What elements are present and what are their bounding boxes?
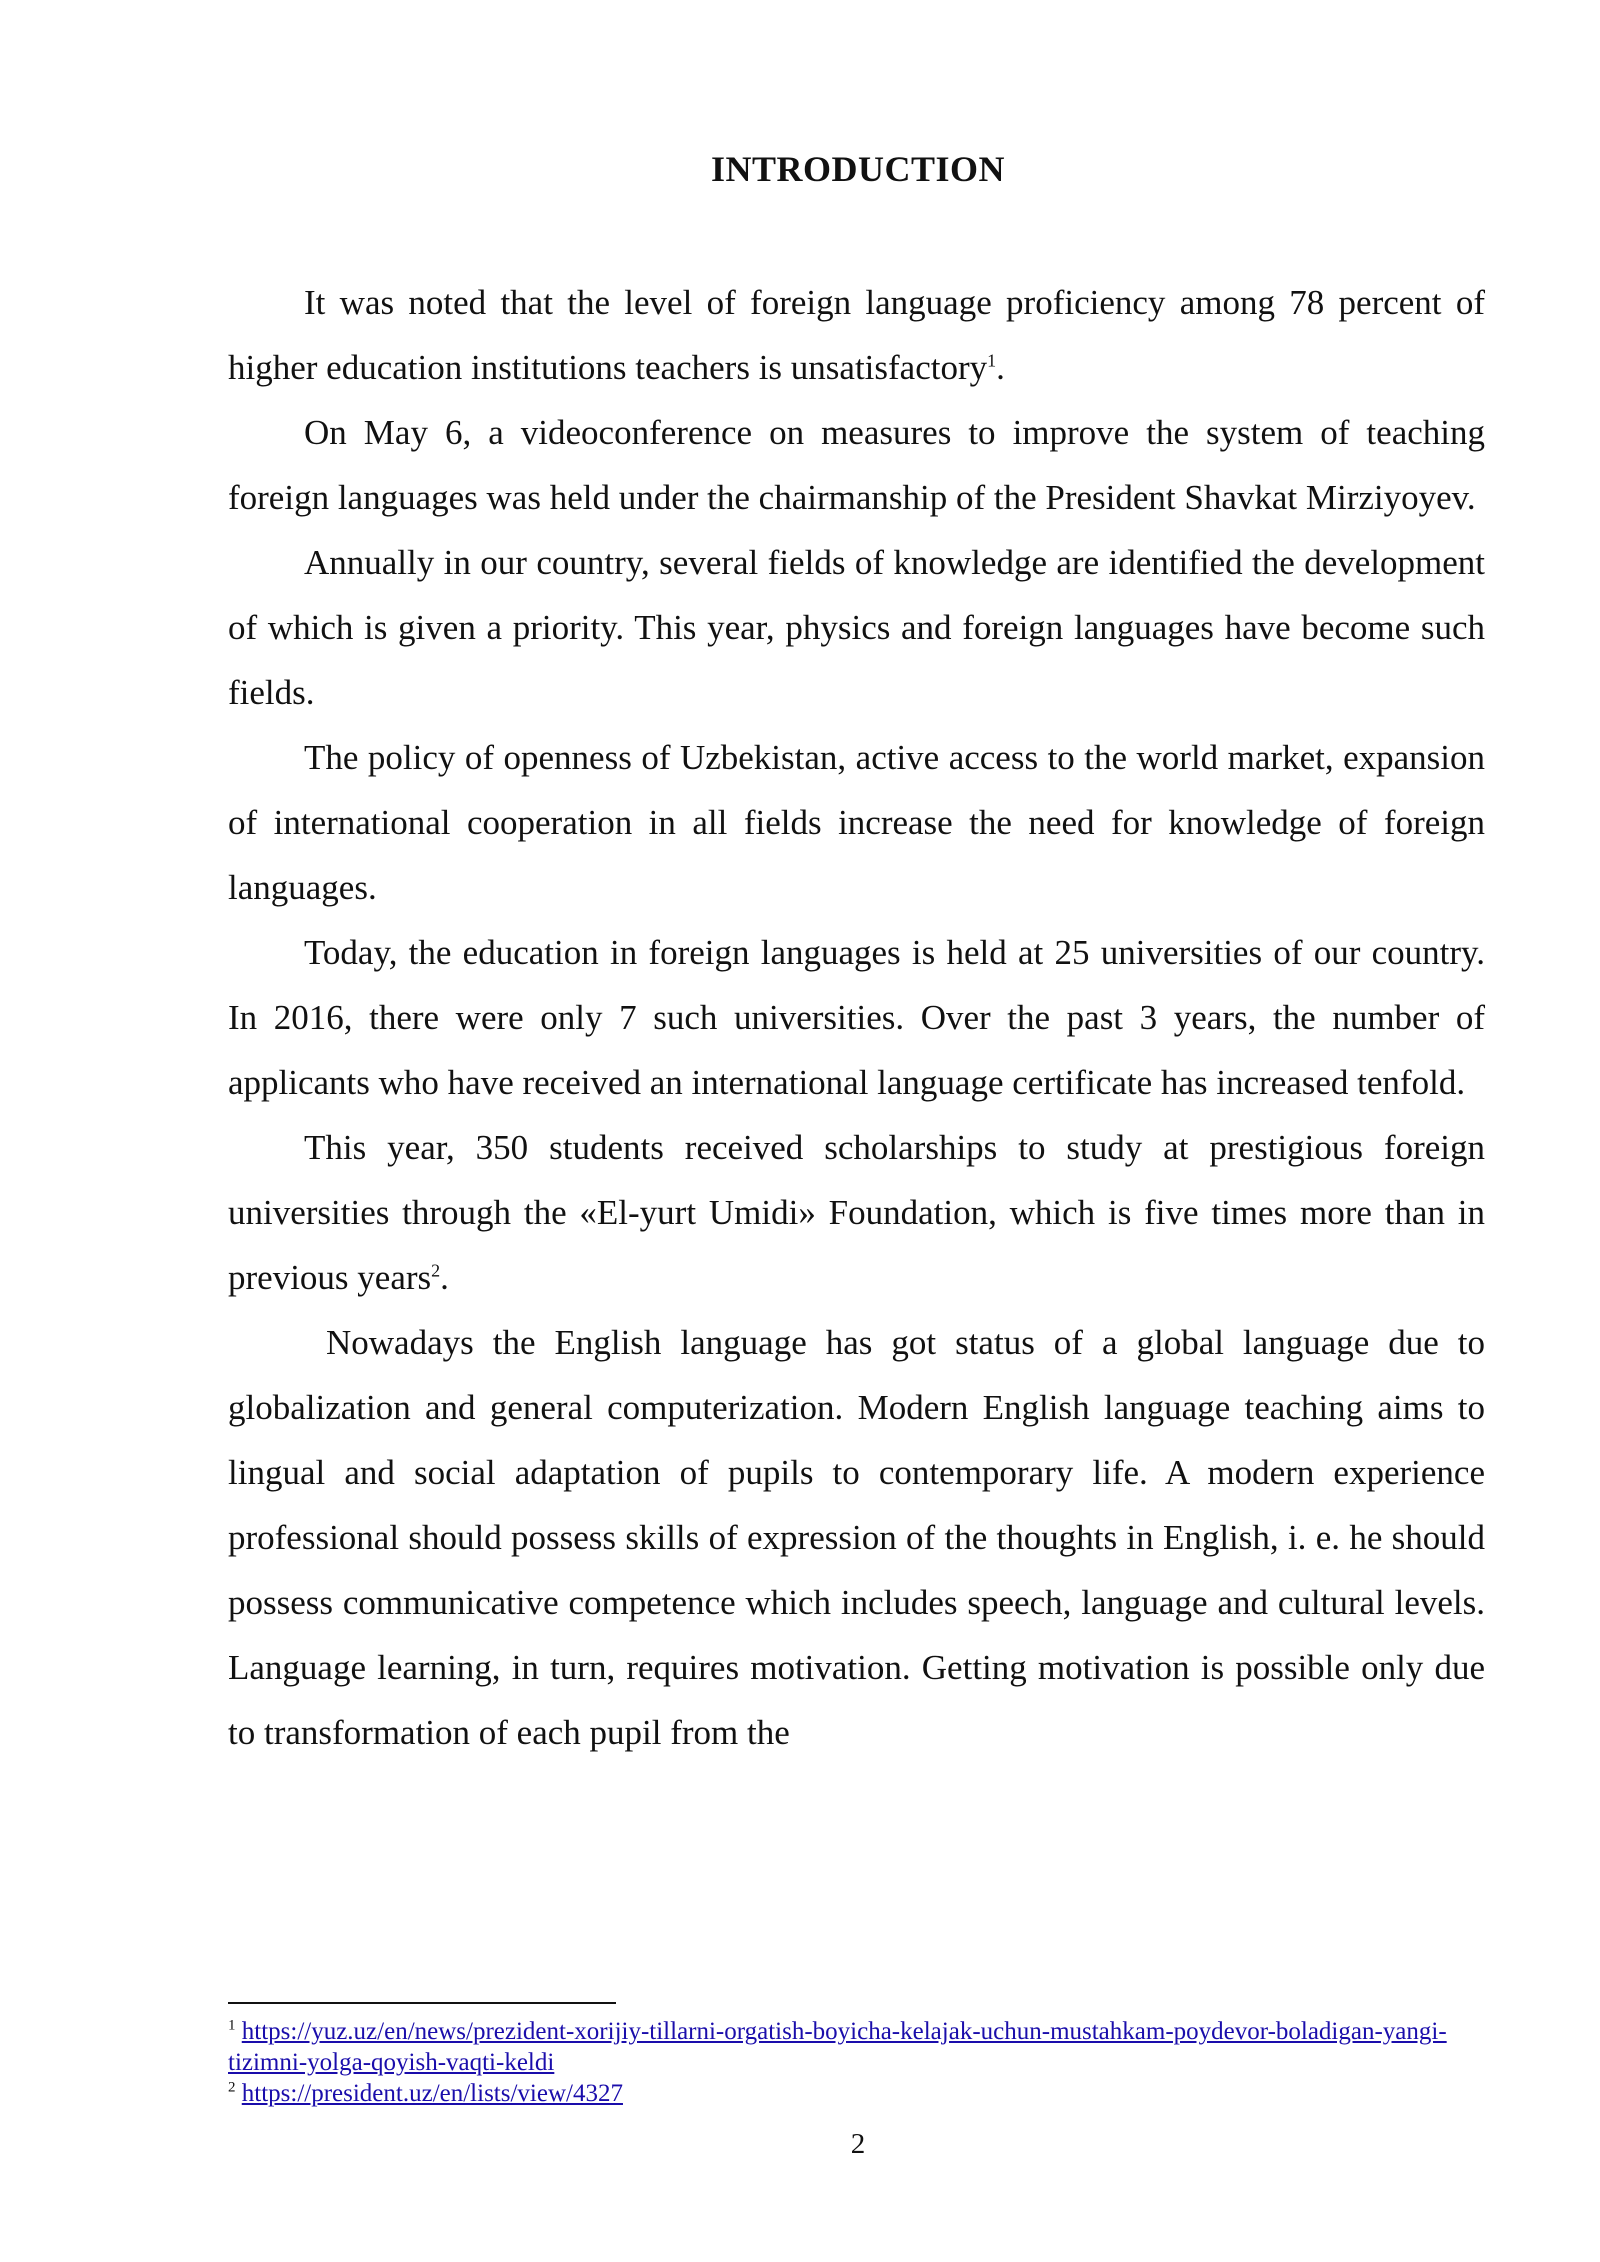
paragraph [228,725,1485,920]
paragraph-text: Nowadays the English language has got status of a global language due to globalization and general computerization. Modern English language teaching aims to lingual and social adaptation of pupils to contemporary life. A modern experience professional should possess skills of expression of the thoughts in English, i. e. he should possess communicative competence which includes speech, language and cultural levels. Language learning, in turn, requires motivation. Getting motivation is possible only due to transformation of each pupil from the [228,1323,1485,1752]
paragraph-text: It was noted that the level of foreign language proficiency among 78 percent of higher education institutions teachers is unsatisfactory [228,283,1485,387]
paragraph [228,1310,1485,1765]
paragraph [228,530,1485,725]
paragraph-text: . [996,348,1005,387]
body-text [228,270,1485,1765]
page-title: INTRODUCTION [710,149,1006,189]
paragraph-text: . [440,1258,449,1297]
paragraph [228,270,1485,400]
paragraph-text: The policy of openness of Uzbekistan, active access to the world market, expansion of international cooperation in all fields increase the need for knowledge of foreign languages. [228,738,1485,907]
footnote-ref: 1 [987,350,997,371]
footnote-link[interactable]: https://president.uz/en/lists/view/4327 [241,2080,623,2107]
paragraph [228,1115,1485,1310]
footnote-number: 2 [228,2079,236,2096]
paragraph-text: Today, the education in foreign languages is held at 25 universities of our country. In 2016, there were only 7 such universities. Over the past 3 years, the number of applicants who have received an international language certificate has increased tenfold. [228,933,1485,1102]
paragraph-text: This year, 350 students received scholarships to study at prestigious foreign universities through the «El-yurt Umidi» Foundation, which is five times more than in previous years [228,1128,1485,1297]
footnote [228,2078,1485,2109]
footnote [228,2016,1485,2078]
page-number: 2 [850,2128,866,2160]
footnote-separator [228,2002,616,2004]
footnote-number: 1 [228,2017,236,2034]
footnote-link[interactable]: https://yuz.uz/en/news/prezident-xorijiy-tillarni-orgatish-boyicha-kelajak-uchun-mustahkam-poydevor-boladigan-yangi-tizimni-yolga-qoyish-vaqti-keldi [228,2018,1447,2076]
paragraph-text: On May 6, a videoconference on measures to improve the system of teaching foreign languages was held under the chairmanship of the President Shavkat Mirziyoyev. [228,413,1485,517]
paragraph [228,400,1485,530]
paragraph-text: Annually in our country, several fields of knowledge are identified the development of which is given a priority. This year, physics and foreign languages have become such fields. [228,543,1485,712]
footnotes [228,2016,1485,2109]
paragraph [228,920,1485,1115]
footnote-ref: 2 [431,1260,441,1281]
